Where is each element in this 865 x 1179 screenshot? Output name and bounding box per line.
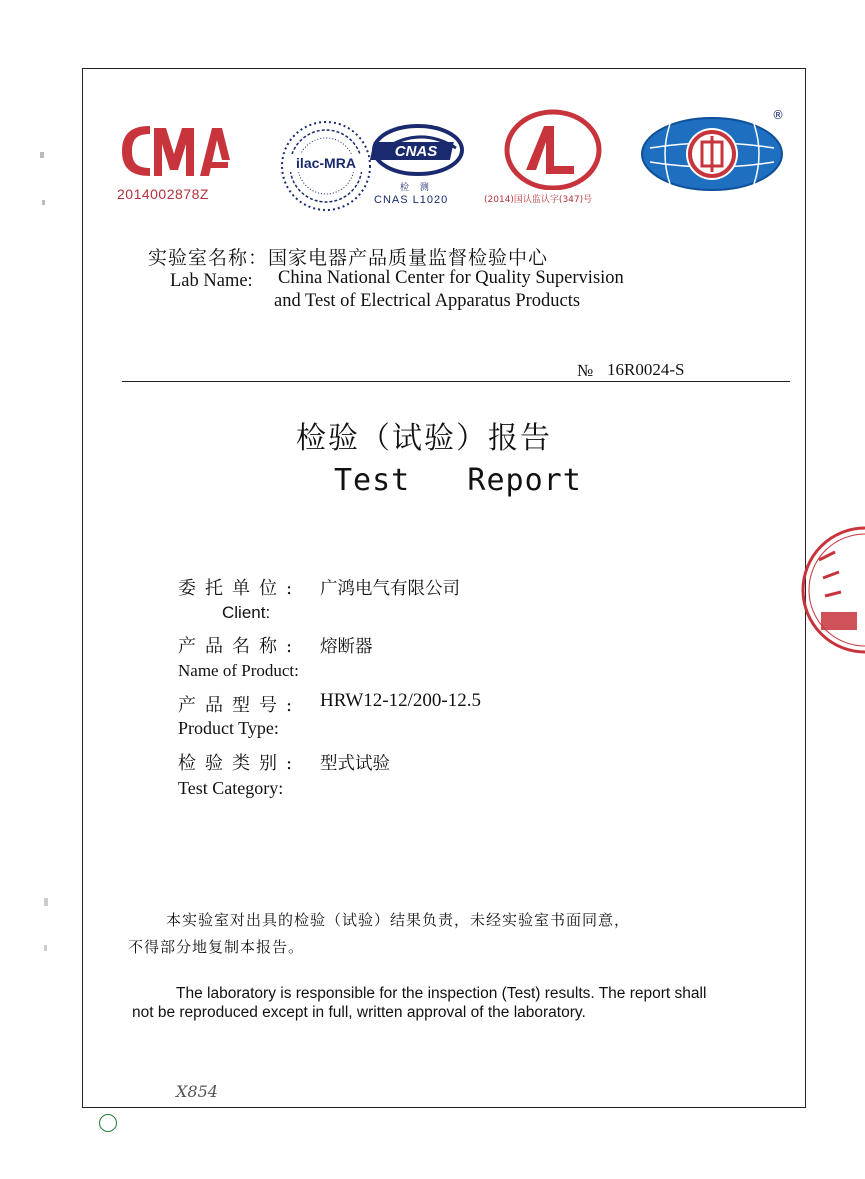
report-number: 16R0024-S: [607, 360, 685, 379]
lab-name-cn: 实验室名称：国家电器产品质量监督检验中心: [148, 247, 549, 269]
cnas-code: CNAS L1020: [374, 194, 449, 206]
ilac-mra-logo: [278, 118, 374, 214]
report-title-cn: 检验（试验）报告: [296, 421, 552, 456]
scan-speck: [44, 945, 47, 951]
product-name-label-cn: 产品名称:: [178, 636, 302, 657]
report-title-en: Test Report: [334, 463, 582, 498]
cma-mark-icon: [116, 120, 236, 182]
scan-speck: [42, 200, 45, 205]
lab-name-en-label: Lab Name:: [170, 271, 253, 291]
ilac-globe-icon: [278, 118, 374, 214]
client-value: 广鸿电气有限公司: [320, 579, 460, 599]
product-name-label-en: Name of Product:: [178, 661, 299, 680]
seal-stamp-icon: [795, 520, 865, 660]
test-category-label-cn: 检验类别:: [178, 753, 302, 774]
globe-emblem-icon: [640, 112, 790, 192]
scan-speck: [44, 898, 48, 906]
product-type-value: HRW12-12/200-12.5: [320, 690, 481, 711]
cma-logo: [116, 120, 236, 210]
svg-text:ilac-MRA: ilac-MRA: [296, 155, 356, 171]
client-label-cn: 委托单位:: [178, 578, 302, 599]
test-category-label-en: Test Category:: [178, 778, 284, 798]
cal-logo: [478, 108, 628, 208]
scan-speck: [40, 152, 44, 158]
product-name-value: 熔断器: [320, 637, 373, 657]
lab-name-en-line1: China National Center for Quality Supervision: [278, 268, 624, 288]
red-seal: [795, 520, 865, 660]
header-divider: [122, 381, 790, 382]
statement-en-line2: not be reproduced except in full, written approval of the laboratory.: [132, 1004, 586, 1021]
cal-mark-icon: [478, 108, 628, 190]
test-category-value: 型式试验: [320, 754, 390, 774]
cnas-mark-icon: [370, 122, 466, 178]
product-type-label-en: Product Type:: [178, 718, 279, 738]
handwritten-note: X854: [176, 1082, 218, 1101]
lab-name-en-line2: and Test of Electrical Apparatus Products: [274, 291, 581, 311]
client-label-en: Client:: [222, 603, 271, 622]
cnas-sub: 检 测: [400, 183, 433, 193]
statement-en-line1: The laboratory is responsible for the inspection (Test) results. The report shall: [176, 985, 707, 1002]
svg-text:CNAS: CNAS: [394, 143, 438, 160]
cnas-logo: [368, 122, 468, 212]
product-type-label-cn: 产品型号:: [178, 695, 302, 716]
registered-mark: ®: [772, 108, 784, 122]
cal-code: (2014)国认监认字(347)号: [484, 195, 593, 205]
statement-cn-line2: 不得部分地复制本报告。: [128, 938, 305, 956]
statement-cn-line1: 本实验室对出具的检验（试验）结果负责，未经实验室书面同意，: [166, 911, 631, 929]
emblem-logo: [640, 108, 790, 202]
cma-code: 2014002878Z: [117, 186, 209, 202]
report-number-prefix: №: [577, 361, 594, 380]
footer-circle-icon: [99, 1114, 117, 1132]
